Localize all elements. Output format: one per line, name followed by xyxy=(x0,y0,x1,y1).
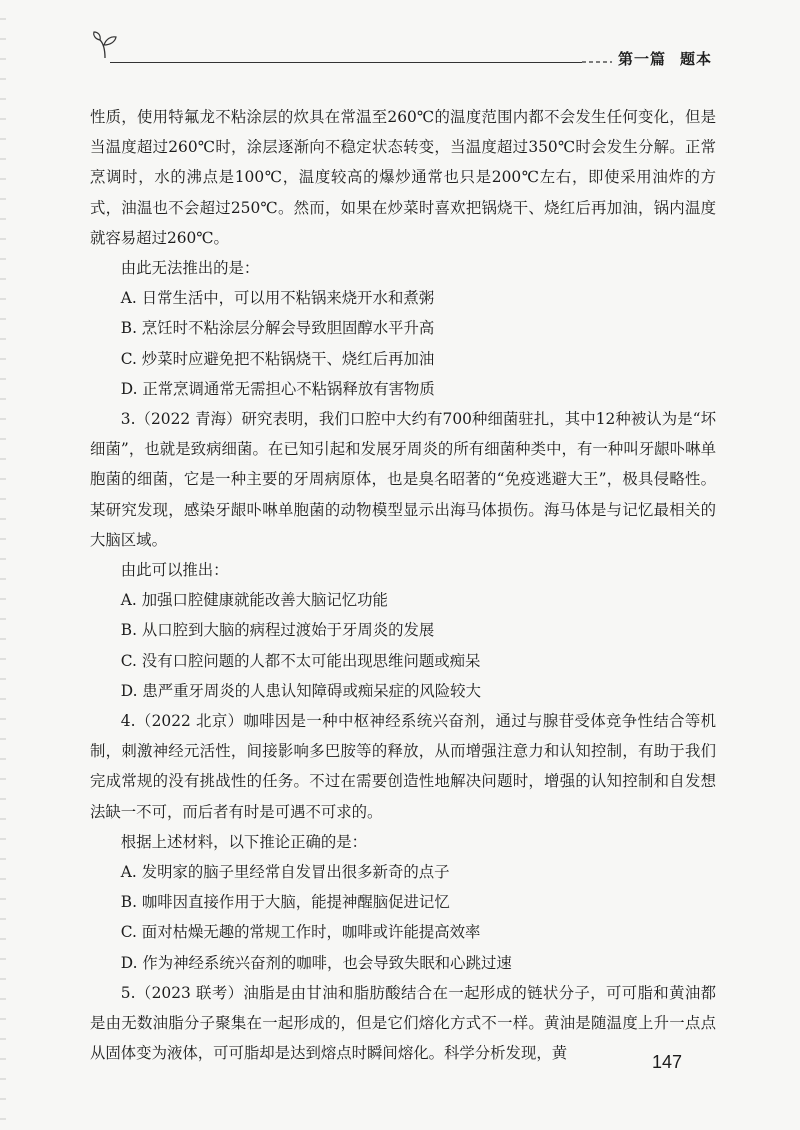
header-rule-end xyxy=(582,60,612,64)
option-a: A. 日常生活中，可以用不粘锅来烧开水和煮粥 xyxy=(120,289,435,308)
option-a: A. 加强口腔健康就能改善大脑记忆功能 xyxy=(120,591,388,610)
option-b: B. 咖啡因直接作用于大脑，能提神醒脑促进记忆 xyxy=(120,893,450,912)
sprout-icon xyxy=(92,30,118,60)
header-title xyxy=(618,48,712,69)
question-4: 4.（2022 北京）咖啡因是一种中枢神经系统兴奋剂，通过与腺苷受体竞争性结合等机制，刺激神经元活性，间接影响多巴胺等的释放，从而增强注意力和认知控制，有助于我们完成常规的没有挑战性的任务。不过在需要创造性地解决问题时，增强的认知控制和自发想法缺一不可，而后者有时是可遇不可求的。 xyxy=(90,712,716,821)
page-number: 147 xyxy=(652,1052,683,1072)
question-5: 5.（2023 联考）油脂是由甘油和脂肪酸结合在一起形成的链状分子，可可脂和黄油都是由无数油脂分子聚集在一起形成的，但是它们熔化方式不一样。黄油是随温度上升一点点从固体变为液体，可可脂却是达到熔点时瞬间熔化。科学分析发现，黄 xyxy=(90,983,716,1063)
header-rule xyxy=(110,62,582,63)
question-prompt: 根据上述材料，以下推论正确的是： xyxy=(120,832,368,851)
question-prompt: 由此可以推出： xyxy=(120,561,229,580)
question-3: 3.（2022 青海）研究表明，我们口腔中大约有700种细菌驻扎，其中12种被认为是“坏细菌”，也就是致病细菌。在已知引起和发展牙周炎的所有细菌种类中，有一种叫牙龈卟啉单胞菌的细菌，它是一种主要的牙周病原体，也是臭名昭著的“免疫逃避大王”，极具侵略性。某研究发现，感染牙龈卟啉单胞菌的动物模型显示出海马体损伤。海马体是与记忆最相关的大脑区域。 xyxy=(90,410,716,549)
page-body xyxy=(90,102,716,1069)
header-section: 第一篇 xyxy=(617,50,666,68)
option-d: D. 作为神经系统兴奋剂的咖啡，也会导致失眠和心跳过速 xyxy=(120,953,512,972)
option-d: D. 患严重牙周炎的人患认知障碍或痴呆症的风险较大 xyxy=(120,681,481,700)
option-d: D. 正常烹调通常无需担心不粘锅释放有害物质 xyxy=(120,379,435,398)
paragraph: 性质，使用特氟龙不粘涂层的炊具在常温至260℃的温度范围内都不会发生任何变化，但是当温度超过260℃时，涂层逐渐向不稳定状态转变，当温度超过350℃时会发生分解。正常烹调时，水的沸点是100℃，温度较高的爆炒通常也只是200℃左右，即使采用油炸的方式，油温也不会超过250℃。然而，如果在炒菜时喜欢把锅烧干、烧红后再加油，锅内温度就容易超过260℃。 xyxy=(90,108,716,247)
page-header xyxy=(92,28,712,76)
option-c: C. 面对枯燥无趣的常规工作时，咖啡或许能提高效率 xyxy=(120,923,481,942)
option-b: B. 从口腔到大脑的病程过渡始于牙周炎的发展 xyxy=(120,621,435,640)
option-c: C. 炒菜时应避免把不粘锅烧干、烧红后再加油 xyxy=(120,349,435,368)
option-a: A. 发明家的脑子里经常自发冒出很多新奇的点子 xyxy=(120,863,450,882)
option-b: B. 烹饪时不粘涂层分解会导致胆固醇水平升高 xyxy=(120,319,435,338)
scan-edge-artifact xyxy=(0,0,6,1130)
question-prompt: 由此无法推出的是： xyxy=(120,259,260,278)
header-topic: 题本 xyxy=(679,50,712,68)
option-c: C. 没有口腔问题的人都不太可能出现思维问题或痴呆 xyxy=(120,651,481,670)
